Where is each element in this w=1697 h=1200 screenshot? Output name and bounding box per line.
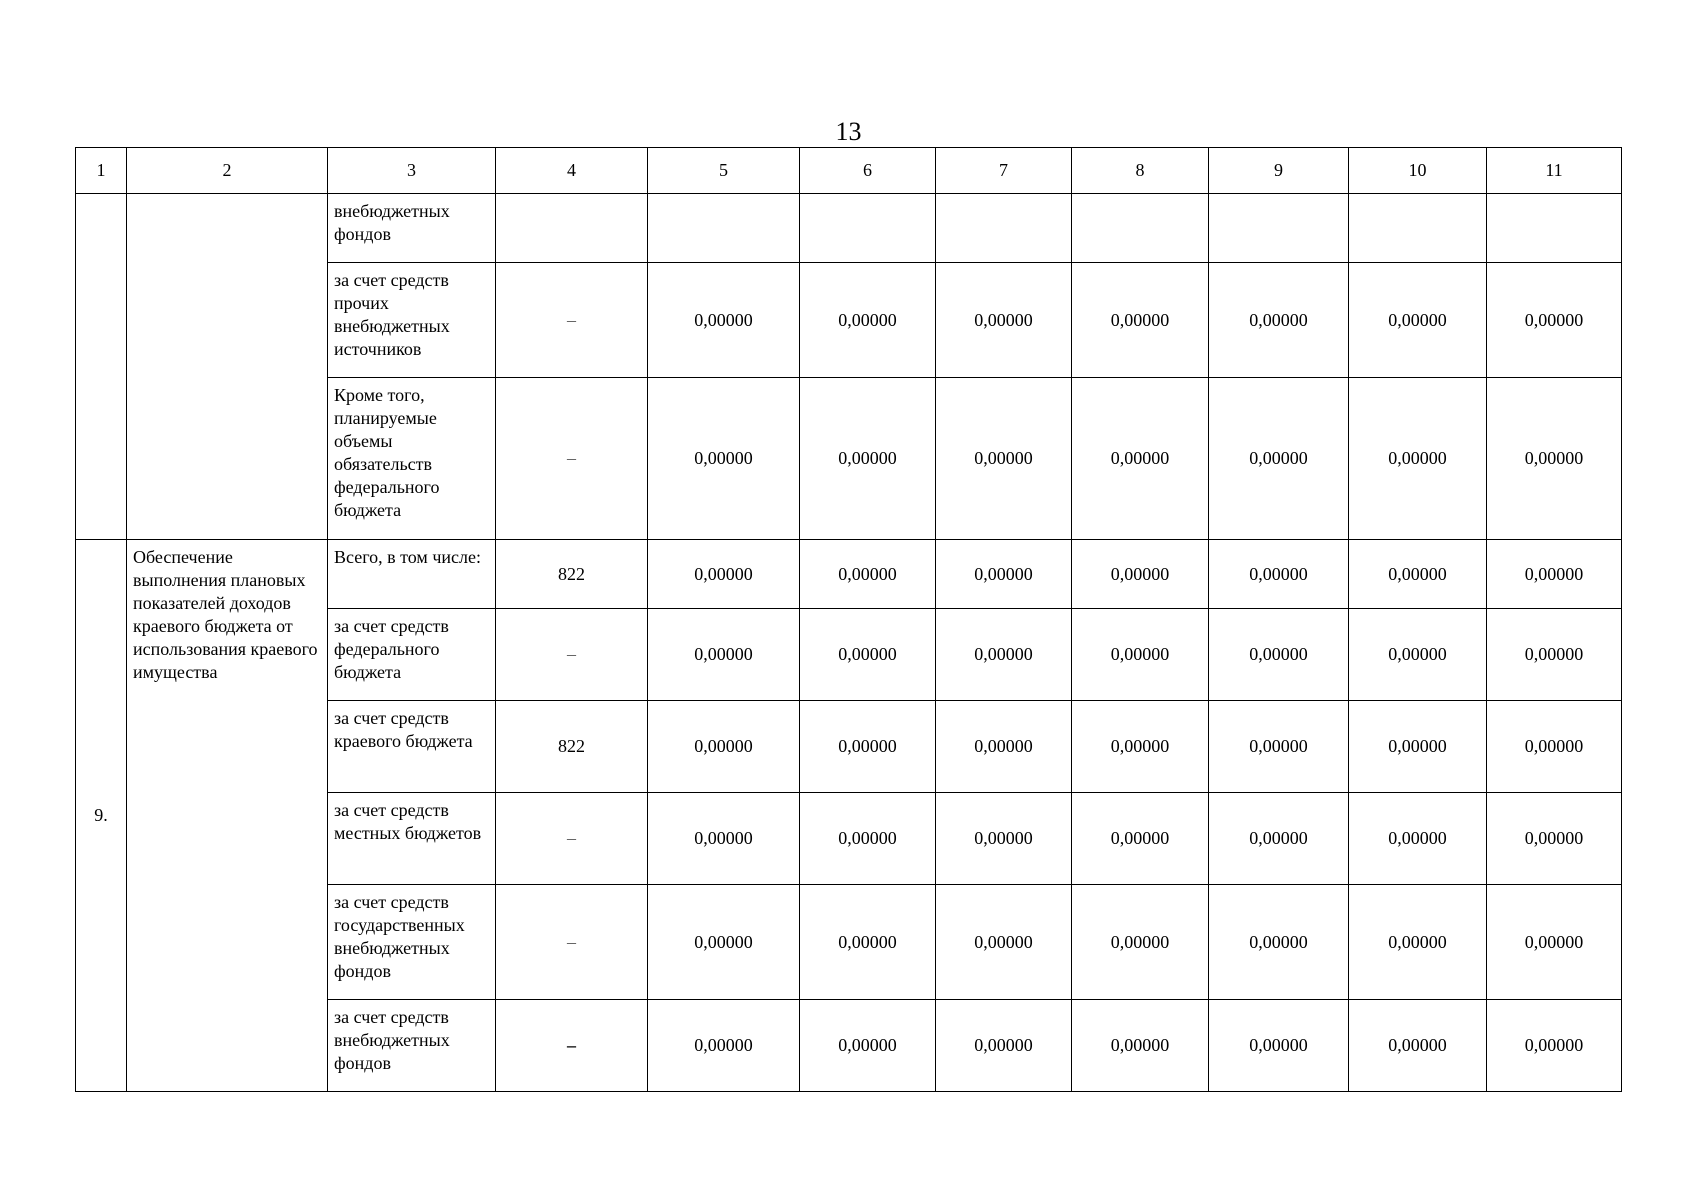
value-cell: 0,00000 xyxy=(1349,701,1487,793)
value-cell: 0,00000 xyxy=(1487,540,1622,609)
value-cell: 0,00000 xyxy=(648,1000,800,1092)
value-cell: 0,00000 xyxy=(1349,885,1487,1000)
header-cell: 3 xyxy=(328,148,496,194)
value-cell: 0,00000 xyxy=(800,701,936,793)
header-cell: 1 xyxy=(76,148,127,194)
code-cell: – xyxy=(496,793,648,885)
value-cell: 0,00000 xyxy=(1209,1000,1349,1092)
value-cell: 0,00000 xyxy=(1487,1000,1622,1092)
value-cell: 0,00000 xyxy=(1209,701,1349,793)
table-row xyxy=(76,540,1622,609)
value-cell: 0,00000 xyxy=(1349,378,1487,540)
value-cell: 0,00000 xyxy=(800,885,936,1000)
item-name-cell xyxy=(127,194,328,540)
value-cell: 0,00000 xyxy=(1072,263,1209,378)
code-cell xyxy=(496,194,648,263)
value-cell: 0,00000 xyxy=(1072,701,1209,793)
value-cell: 0,00000 xyxy=(936,540,1072,609)
value-cell: 0,00000 xyxy=(936,885,1072,1000)
source-cell: внебюджетных фондов xyxy=(328,194,496,263)
value-cell xyxy=(1487,194,1622,263)
code-cell: – xyxy=(496,609,648,701)
page-number: 13 xyxy=(835,117,862,146)
value-cell: 0,00000 xyxy=(936,793,1072,885)
value-cell: 0,00000 xyxy=(1349,540,1487,609)
code-cell: – xyxy=(496,263,648,378)
value-cell: 0,00000 xyxy=(648,885,800,1000)
value-cell: 0,00000 xyxy=(1072,540,1209,609)
value-cell xyxy=(800,194,936,263)
header-cell: 9 xyxy=(1209,148,1349,194)
source-cell: за счет средств внебюджетных фондов xyxy=(328,1000,496,1092)
header-cell: 2 xyxy=(127,148,328,194)
source-cell: за счет средств краевого бюджета xyxy=(328,701,496,793)
value-cell: 0,00000 xyxy=(1072,1000,1209,1092)
value-cell: 0,00000 xyxy=(648,540,800,609)
value-cell: 0,00000 xyxy=(800,609,936,701)
value-cell: 0,00000 xyxy=(936,1000,1072,1092)
value-cell xyxy=(1209,194,1349,263)
value-cell: 0,00000 xyxy=(1072,609,1209,701)
source-cell: за счет средств государственных внебюджетных фондов xyxy=(328,885,496,1000)
value-cell: 0,00000 xyxy=(1349,793,1487,885)
value-cell xyxy=(1072,194,1209,263)
value-cell: 0,00000 xyxy=(1209,540,1349,609)
value-cell: 0,00000 xyxy=(1072,793,1209,885)
code-cell: – xyxy=(496,885,648,1000)
value-cell: 0,00000 xyxy=(648,263,800,378)
item-name-cell: Обеспечение выполнения плановых показателей доходов краевого бюджета от использования краевого имущества xyxy=(127,540,328,1092)
item-number-cell xyxy=(76,194,127,540)
code-cell: – xyxy=(496,378,648,540)
code-cell: 822 xyxy=(496,540,648,609)
value-cell xyxy=(936,194,1072,263)
value-cell: 0,00000 xyxy=(648,701,800,793)
header-cell: 10 xyxy=(1349,148,1487,194)
value-cell: 0,00000 xyxy=(1209,263,1349,378)
value-cell: 0,00000 xyxy=(648,609,800,701)
value-cell: 0,00000 xyxy=(1209,793,1349,885)
code-cell: 822 xyxy=(496,701,648,793)
header-cell: 5 xyxy=(648,148,800,194)
source-cell: Кроме того, планируемые объемы обязательств федерального бюджета xyxy=(328,378,496,540)
value-cell: 0,00000 xyxy=(800,540,936,609)
source-cell: за счет средств федерального бюджета xyxy=(328,609,496,701)
value-cell: 0,00000 xyxy=(1349,609,1487,701)
value-cell: 0,00000 xyxy=(648,793,800,885)
value-cell: 0,00000 xyxy=(1487,263,1622,378)
value-cell: 0,00000 xyxy=(800,1000,936,1092)
value-cell: 0,00000 xyxy=(936,701,1072,793)
code-cell: – xyxy=(496,1000,648,1092)
value-cell: 0,00000 xyxy=(1487,885,1622,1000)
value-cell: 0,00000 xyxy=(1487,701,1622,793)
value-cell: 0,00000 xyxy=(648,378,800,540)
value-cell: 0,00000 xyxy=(1209,885,1349,1000)
value-cell: 0,00000 xyxy=(1487,793,1622,885)
value-cell: 0,00000 xyxy=(1349,263,1487,378)
value-cell: 0,00000 xyxy=(800,263,936,378)
value-cell: 0,00000 xyxy=(936,263,1072,378)
header-cell: 7 xyxy=(936,148,1072,194)
value-cell: 0,00000 xyxy=(1209,609,1349,701)
header-cell: 8 xyxy=(1072,148,1209,194)
source-cell: за счет средств прочих внебюджетных источников xyxy=(328,263,496,378)
header-row xyxy=(76,148,1622,194)
value-cell: 0,00000 xyxy=(1349,1000,1487,1092)
source-cell: Всего, в том числе: xyxy=(328,540,496,609)
source-cell: за счет средств местных бюджетов xyxy=(328,793,496,885)
value-cell: 0,00000 xyxy=(800,793,936,885)
value-cell: 0,00000 xyxy=(1072,378,1209,540)
value-cell: 0,00000 xyxy=(1487,609,1622,701)
item-number-cell: 9. xyxy=(76,540,127,1092)
header-cell: 6 xyxy=(800,148,936,194)
value-cell: 0,00000 xyxy=(936,609,1072,701)
value-cell: 0,00000 xyxy=(800,378,936,540)
value-cell: 0,00000 xyxy=(1209,378,1349,540)
value-cell xyxy=(1349,194,1487,263)
budget-table xyxy=(75,147,1622,1092)
value-cell: 0,00000 xyxy=(1072,885,1209,1000)
value-cell xyxy=(648,194,800,263)
header-cell: 11 xyxy=(1487,148,1622,194)
table-row xyxy=(76,194,1622,263)
header-cell: 4 xyxy=(496,148,648,194)
value-cell: 0,00000 xyxy=(936,378,1072,540)
value-cell: 0,00000 xyxy=(1487,378,1622,540)
